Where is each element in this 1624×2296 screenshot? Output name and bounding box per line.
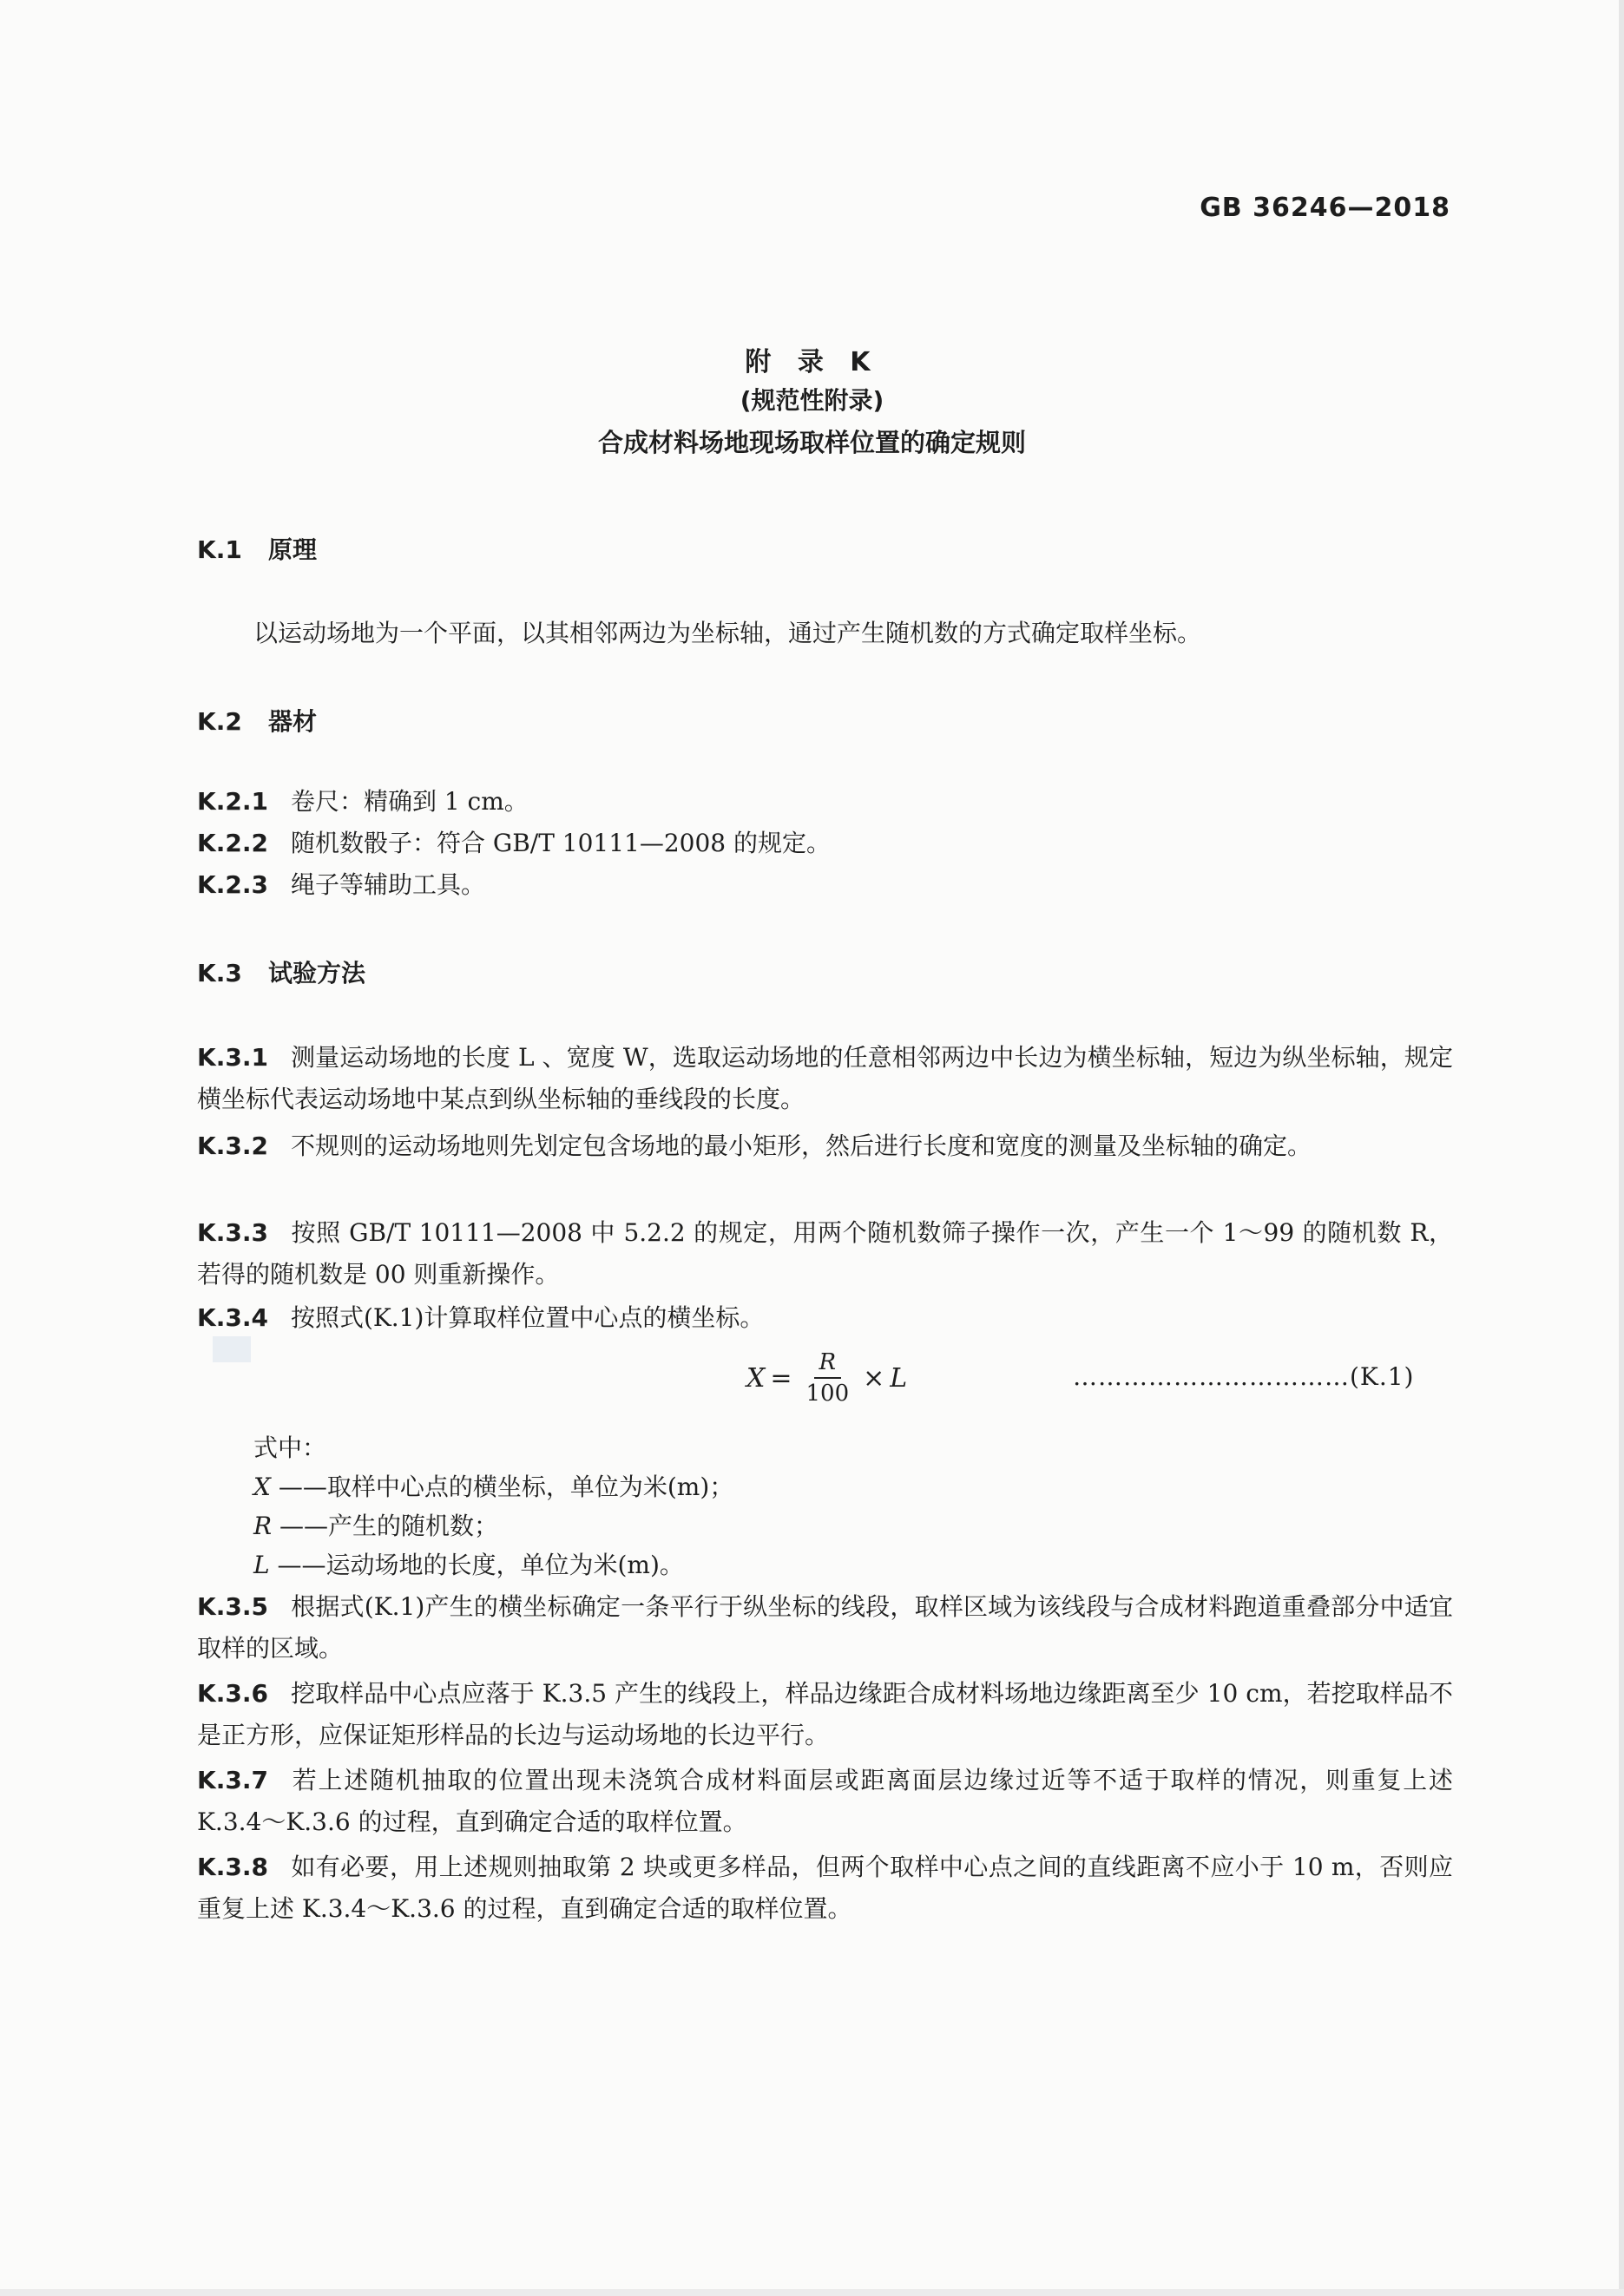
clause-text: 随机数骰子：符合 GB/T 10111—2008 的规定。	[290, 829, 832, 857]
clause-text: 测量运动场地的长度 L 、宽度 W，选取运动场地的任意相邻两边中长边为横坐标轴，短边为纵坐标轴，规定横坐标代表运动场地中某点到纵坐标轴的垂线段的长度。	[197, 1043, 1453, 1113]
standard-code: GB 36246—2018	[1200, 193, 1450, 223]
section-k1-heading	[197, 531, 317, 566]
formula-fraction	[806, 1349, 850, 1407]
clause-number: K.3.3	[197, 1218, 268, 1247]
clause-k37	[197, 1760, 1453, 1843]
where-label: 式中：	[253, 1433, 327, 1462]
where-symbol: X	[253, 1473, 271, 1501]
where-desc: ——运动场地的长度，单位为米(m)。	[277, 1551, 684, 1579]
clause-number: K.2.2	[197, 829, 268, 857]
clause-number: K.3.1	[197, 1043, 268, 1072]
where-item	[253, 1506, 498, 1547]
section-number: K.2	[197, 707, 242, 736]
section-number: K.3	[197, 959, 242, 987]
formula-lhs: X	[746, 1362, 766, 1394]
clause-k32	[197, 1125, 1453, 1167]
annex-title: 附 录 K	[745, 347, 879, 377]
formula-equals: =	[770, 1362, 792, 1394]
clause-k21	[197, 781, 1453, 823]
section-k3-heading	[197, 954, 365, 989]
clause-number: K.3.2	[197, 1132, 268, 1160]
fraction-denominator: 100	[805, 1381, 850, 1407]
fraction-numerator: R	[814, 1349, 842, 1379]
clause-k38	[197, 1847, 1453, 1930]
clause-text: 如有必要，用上述规则抽取第 2 块或更多样品，但两个取样中心点之间的直线距离不应小于 10 m，否则应重复上述 K.3.4～K.3.6 的过程，直到确定合适的取样位置。	[197, 1853, 1453, 1923]
where-item	[253, 1466, 733, 1508]
where-symbol: R	[253, 1512, 273, 1540]
clause-k35	[197, 1586, 1453, 1670]
clause-text: 绳子等辅助工具。	[290, 870, 485, 899]
clause-number: K.2.1	[197, 787, 268, 816]
scan-edge-bottom	[0, 2289, 1624, 2296]
where-item	[253, 1545, 684, 1586]
clause-number: K.3.7	[197, 1766, 268, 1794]
clause-text: 卷尺：精确到 1 cm。	[290, 787, 529, 816]
section-k2-heading	[197, 703, 317, 738]
where-symbol: L	[253, 1551, 270, 1579]
k1-text: 以运动场地为一个平面，以其相邻两边为坐标轴，通过产生随机数的方式确定取样坐标。	[253, 619, 1202, 647]
clause-number: K.3.4	[197, 1303, 268, 1332]
clause-text: 根据式(K.1)产生的横坐标确定一条平行于纵坐标的线段，取样区域为该线段与合成材料跑道重叠部分中适宜取样的区域。	[197, 1592, 1453, 1663]
section-title: 器材	[268, 707, 318, 736]
where-desc: ——产生的随机数；	[279, 1512, 499, 1540]
where-desc: ——取样中心点的横坐标，单位为米(m)；	[278, 1473, 734, 1501]
section-title: 原理	[268, 535, 318, 564]
section-title: 试验方法	[268, 959, 366, 987]
clause-k22	[197, 823, 1453, 864]
stamp-mark	[213, 1336, 251, 1362]
clause-k34	[197, 1297, 1453, 1339]
scan-edge-right	[1619, 0, 1624, 2296]
clause-k23	[197, 864, 1453, 906]
clause-text: 按照式(K.1)计算取样位置中心点的横坐标。	[290, 1303, 765, 1332]
formula-times: ×	[863, 1362, 885, 1394]
clause-text: 按照 GB/T 10111—2008 中 5.2.2 的规定，用两个随机数筛子操作一次，产生一个 1～99 的随机数 R，若得的随机数是 00 则重新操作。	[197, 1218, 1453, 1289]
clause-k36	[197, 1673, 1453, 1756]
clause-number: K.3.5	[197, 1592, 268, 1621]
formula-rhs: L	[890, 1362, 908, 1394]
clause-text: 若上述随机抽取的位置出现未浇筑合成材料面层或距离面层边缘过近等不适于取样的情况，则重复上述 K.3.4～K.3.6 的过程，直到确定合适的取样位置。	[197, 1766, 1453, 1836]
clause-number: K.2.3	[197, 870, 268, 899]
clause-k33	[197, 1212, 1453, 1296]
annex-type: (规范性附录)	[740, 386, 884, 415]
clause-k31	[197, 1037, 1453, 1120]
formula-k1	[746, 1349, 907, 1407]
clause-number: K.3.8	[197, 1853, 268, 1881]
section-number: K.1	[197, 535, 242, 564]
clause-text: 不规则的运动场地则先划定包含场地的最小矩形，然后进行长度和宽度的测量及坐标轴的确定。	[290, 1132, 1312, 1160]
clause-text: 挖取样品中心点应落于 K.3.5 产生的线段上，样品边缘距合成材料场地边缘距离至少 10 cm，若挖取样品不是正方形，应保证矩形样品的长边与运动场地的长边平行。	[197, 1679, 1453, 1749]
equation-number: ……………………………(K.1)	[1073, 1362, 1415, 1391]
clause-number: K.3.6	[197, 1679, 268, 1708]
annex-name: 合成材料场地现场取样位置的确定规则	[597, 428, 1026, 457]
